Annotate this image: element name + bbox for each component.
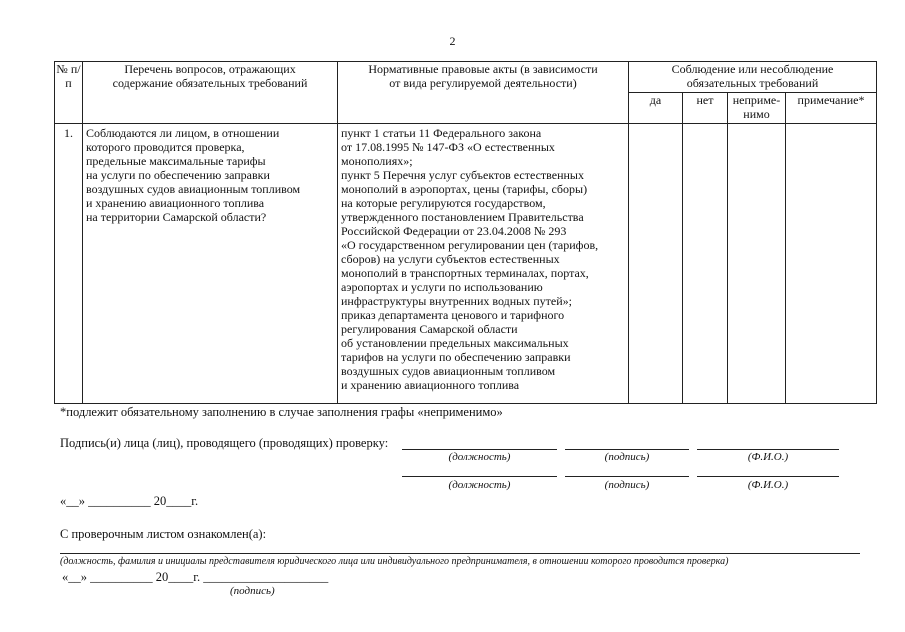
question-line: на услуги по обеспечению заправки (86, 168, 270, 182)
act-line: Российской Федерации от 23.04.2008 № 293 (341, 224, 567, 238)
signature-line-1[interactable] (565, 449, 689, 450)
header-na: неприме-нимо (728, 93, 786, 124)
header-compliance: Соблюдение или несоблюдение обязательных требований (629, 62, 877, 93)
row-question (83, 124, 338, 404)
act-line: утвержденного постановлением Правительства (341, 210, 584, 224)
acknowledged-label: С проверочным листом ознакомлен(а): (60, 527, 267, 541)
name-line-1[interactable] (697, 449, 839, 450)
header-remark: примечание* (786, 93, 877, 124)
act-line: регулирования Самарской области (341, 322, 518, 336)
question-line: которого проводится проверка, (86, 140, 245, 154)
act-line: об установлении предельных максимальных (341, 336, 569, 350)
act-line: воздушных судов авиационным топливом (341, 364, 556, 378)
representative-signature-caption: (подпись) (230, 585, 275, 597)
row-acts (338, 124, 629, 404)
question-line: Соблюдаются ли лицом, в отношении (86, 126, 280, 140)
cell-na[interactable] (728, 124, 786, 404)
position-line-2[interactable] (402, 476, 557, 477)
act-line: сборов) на услуги субъектов естественных (341, 252, 560, 266)
act-line: аэропортах и услуги по использованию (341, 280, 543, 294)
question-line: и хранению авиационного топлива (86, 196, 265, 210)
act-line: инфраструктуры внутренних водных путей»; (341, 294, 572, 308)
header-acts: Нормативные правовые акты (в зависимости от вида регулируемой деятельности) (338, 62, 629, 124)
act-line: на которые регулируются государством, (341, 196, 546, 210)
caption-position-1: (должность) (448, 451, 511, 463)
checklist-table (54, 61, 877, 404)
act-line: монополий в транспортных терминалах, портах, (341, 266, 589, 280)
position-line-1[interactable] (402, 449, 557, 450)
cell-remark[interactable] (786, 124, 877, 404)
caption-position-2: (должность) (448, 479, 511, 491)
page-number: 2 (449, 34, 456, 48)
signature-line-2[interactable] (565, 476, 689, 477)
header-questions: Перечень вопросов, отражающих содержание обязательных требований (83, 62, 338, 124)
footnote: *подлежит обязательному заполнению в случае заполнения графы «неприменимо» (60, 405, 503, 419)
row-num: 1. (55, 124, 83, 404)
caption-name-2: (Ф.И.О.) (747, 479, 789, 491)
question-line: предельные максимальные тарифы (86, 154, 266, 168)
signature-label: Подпись(и) лица (лиц), проводящего (проводящих) проверку: (60, 436, 389, 450)
table-row (55, 124, 877, 404)
act-line: приказ департамента ценового и тарифного (341, 308, 565, 322)
representative-line[interactable] (60, 553, 860, 554)
cell-no[interactable] (683, 124, 728, 404)
question-line: на территории Самарской области? (86, 210, 267, 224)
header-no: нет (683, 93, 728, 124)
caption-name-1: (Ф.И.О.) (747, 451, 789, 463)
act-line: тарифов на услуги по обеспечению заправки (341, 350, 571, 364)
header-num: № п/п (55, 62, 83, 124)
caption-signature-1: (подпись) (604, 451, 650, 463)
representative-caption: (должность, фамилия и инициалы представителя юридического лица или индивидуального предпринимателя, в отношении которого проводится проверка) (60, 556, 729, 567)
caption-signature-2: (подпись) (604, 479, 650, 491)
act-line: монополий в аэропортах, цены (тарифы, сборы) (341, 182, 588, 196)
act-line: пункт 5 Перечня услуг субъектов естественных (341, 168, 584, 182)
date-line: «__» __________ 20____г. (60, 494, 199, 508)
question-line: воздушных судов авиационным топливом (86, 182, 301, 196)
act-line: «О государственном регулировании цен (тарифов, (341, 238, 599, 252)
date-signature-line: «__» __________ 20____г. ____________________ (62, 570, 329, 584)
act-line: и хранению авиационного топлива (341, 378, 520, 392)
act-line: монополиях»; (341, 154, 413, 168)
name-line-2[interactable] (697, 476, 839, 477)
header-yes: да (629, 93, 683, 124)
act-line: пункт 1 статьи 11 Федерального закона (341, 126, 542, 140)
act-line: от 17.08.1995 № 147-ФЗ «О естественных (341, 140, 555, 154)
cell-yes[interactable] (629, 124, 683, 404)
